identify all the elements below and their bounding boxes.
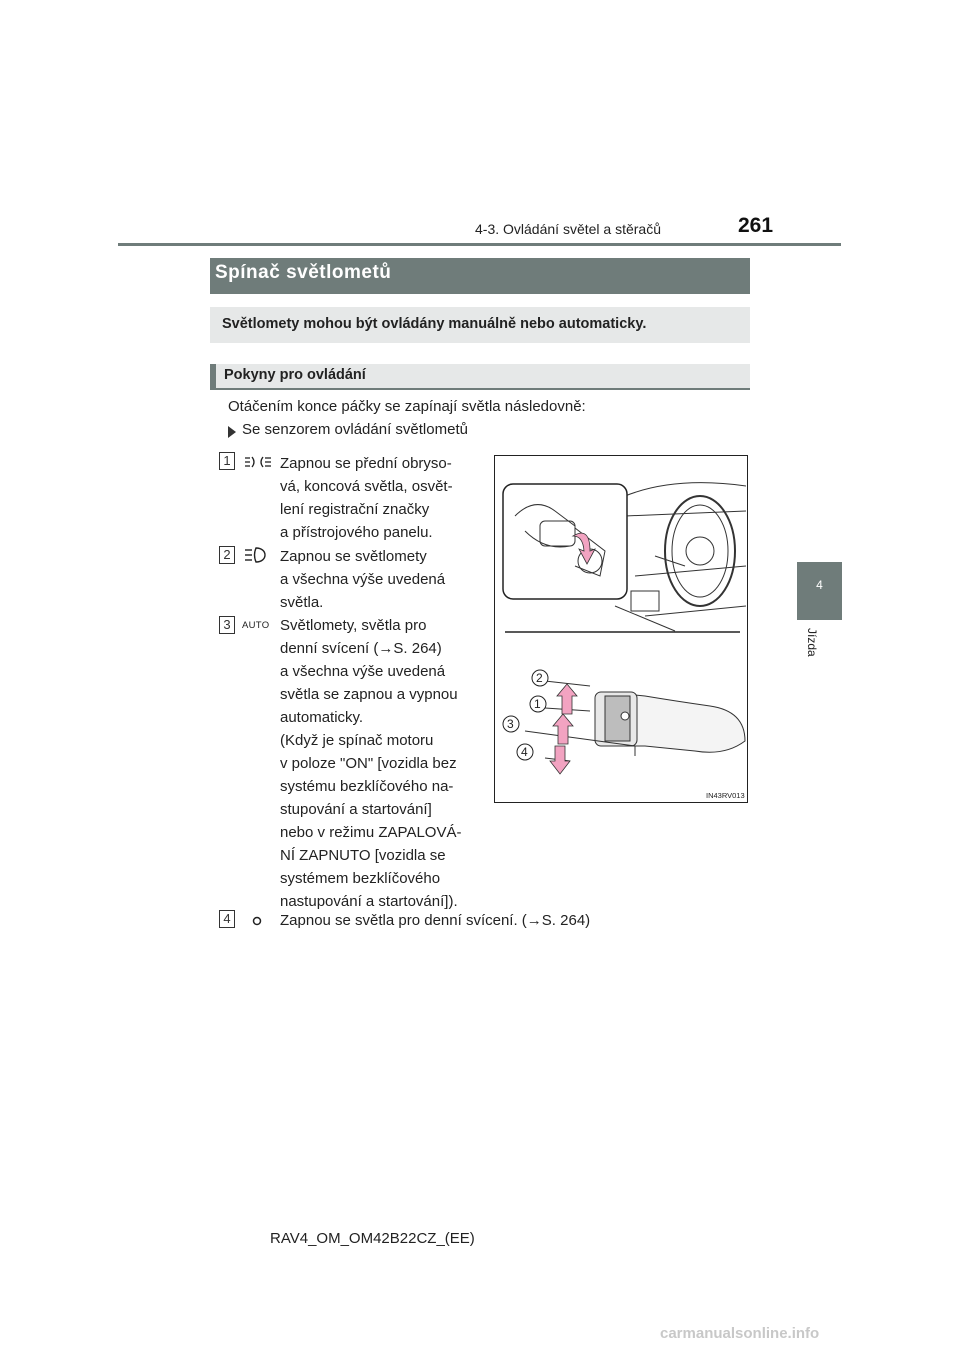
header-rule xyxy=(118,243,841,246)
bullet-triangle-icon xyxy=(228,426,236,438)
switch-illustration xyxy=(495,456,746,801)
text-line: stupování a startování] xyxy=(280,801,432,818)
item-number: 2 xyxy=(219,546,235,564)
watermark: carmanualsonline.info xyxy=(660,1325,820,1342)
chapter-tab: 4 xyxy=(797,562,842,620)
text-line: systému bezklíčového na- xyxy=(280,778,454,795)
bullet-text: Se senzorem ovládání světlometů xyxy=(242,421,468,438)
text-line: Zapnou se přední obryso- xyxy=(280,455,452,472)
figure-callout: 4 xyxy=(521,745,528,759)
text-line: nebo v režimu ZAPALOVÁ- xyxy=(280,824,462,841)
text-line: v poloze "ON" [vozidla bez xyxy=(280,755,457,772)
text-line: NÍ ZAPNUTO [vozidla se xyxy=(280,847,446,864)
text-line: lení registrační značky xyxy=(280,501,430,518)
item-description: Zapnou se světla pro denní svícení. (→S. 264) xyxy=(280,912,591,929)
text-line: a všechna výše uvedená xyxy=(280,571,446,588)
item-number: 1 xyxy=(219,452,235,470)
item-number: 3 xyxy=(219,616,235,634)
item-description xyxy=(280,545,480,614)
page-number: 261 xyxy=(738,214,774,237)
page-title: Spínač světlometů xyxy=(215,262,392,283)
text-line: a přístrojového panelu. xyxy=(280,524,433,541)
document-code: RAV4_OM_OM42B22CZ_(EE) xyxy=(270,1230,475,1247)
section-header: 4-3. Ovládání světel a stěračů xyxy=(475,221,661,237)
text-line: světla se zapnou a vypnou xyxy=(280,686,458,703)
text-line: nastupování a startování]). xyxy=(280,893,458,910)
item-description xyxy=(280,452,480,544)
headlight-switch-figure xyxy=(494,455,748,803)
body-text: Otáčením konce páčky se zapínají světla následovně: xyxy=(228,398,586,415)
text-line: (Když je spínač motoru xyxy=(280,732,434,749)
text-line: denní svícení (→S. 264) xyxy=(280,640,442,657)
text-line: Světlomety, světla pro xyxy=(280,617,427,634)
side-lights-icon xyxy=(244,454,272,470)
text-line: vá, koncová světla, osvět- xyxy=(280,478,453,495)
text-line: systémem bezklíčového xyxy=(280,870,441,887)
figure-callout: 3 xyxy=(507,717,514,731)
auto-icon: AUTO xyxy=(242,620,270,631)
figure-callout: 2 xyxy=(536,671,543,685)
chapter-label: Jízda xyxy=(805,628,819,657)
figure-code: IN43RV013 xyxy=(706,791,745,800)
intro-text: Světlomety mohou být ovládány manuálně nebo automaticky. xyxy=(222,316,647,332)
figure-callout: 1 xyxy=(534,697,541,711)
item-description xyxy=(280,614,480,913)
off-icon xyxy=(250,914,264,928)
item-number: 4 xyxy=(219,910,235,928)
text-line: a všechna výše uvedená xyxy=(280,663,446,680)
text-line: Zapnou se světlomety xyxy=(280,548,427,565)
text-line: automaticky. xyxy=(280,709,364,726)
subheading-accent xyxy=(210,364,216,390)
text-line: světla. xyxy=(280,594,324,611)
subheading: Pokyny pro ovládání xyxy=(224,367,366,383)
headlight-icon xyxy=(244,546,270,564)
